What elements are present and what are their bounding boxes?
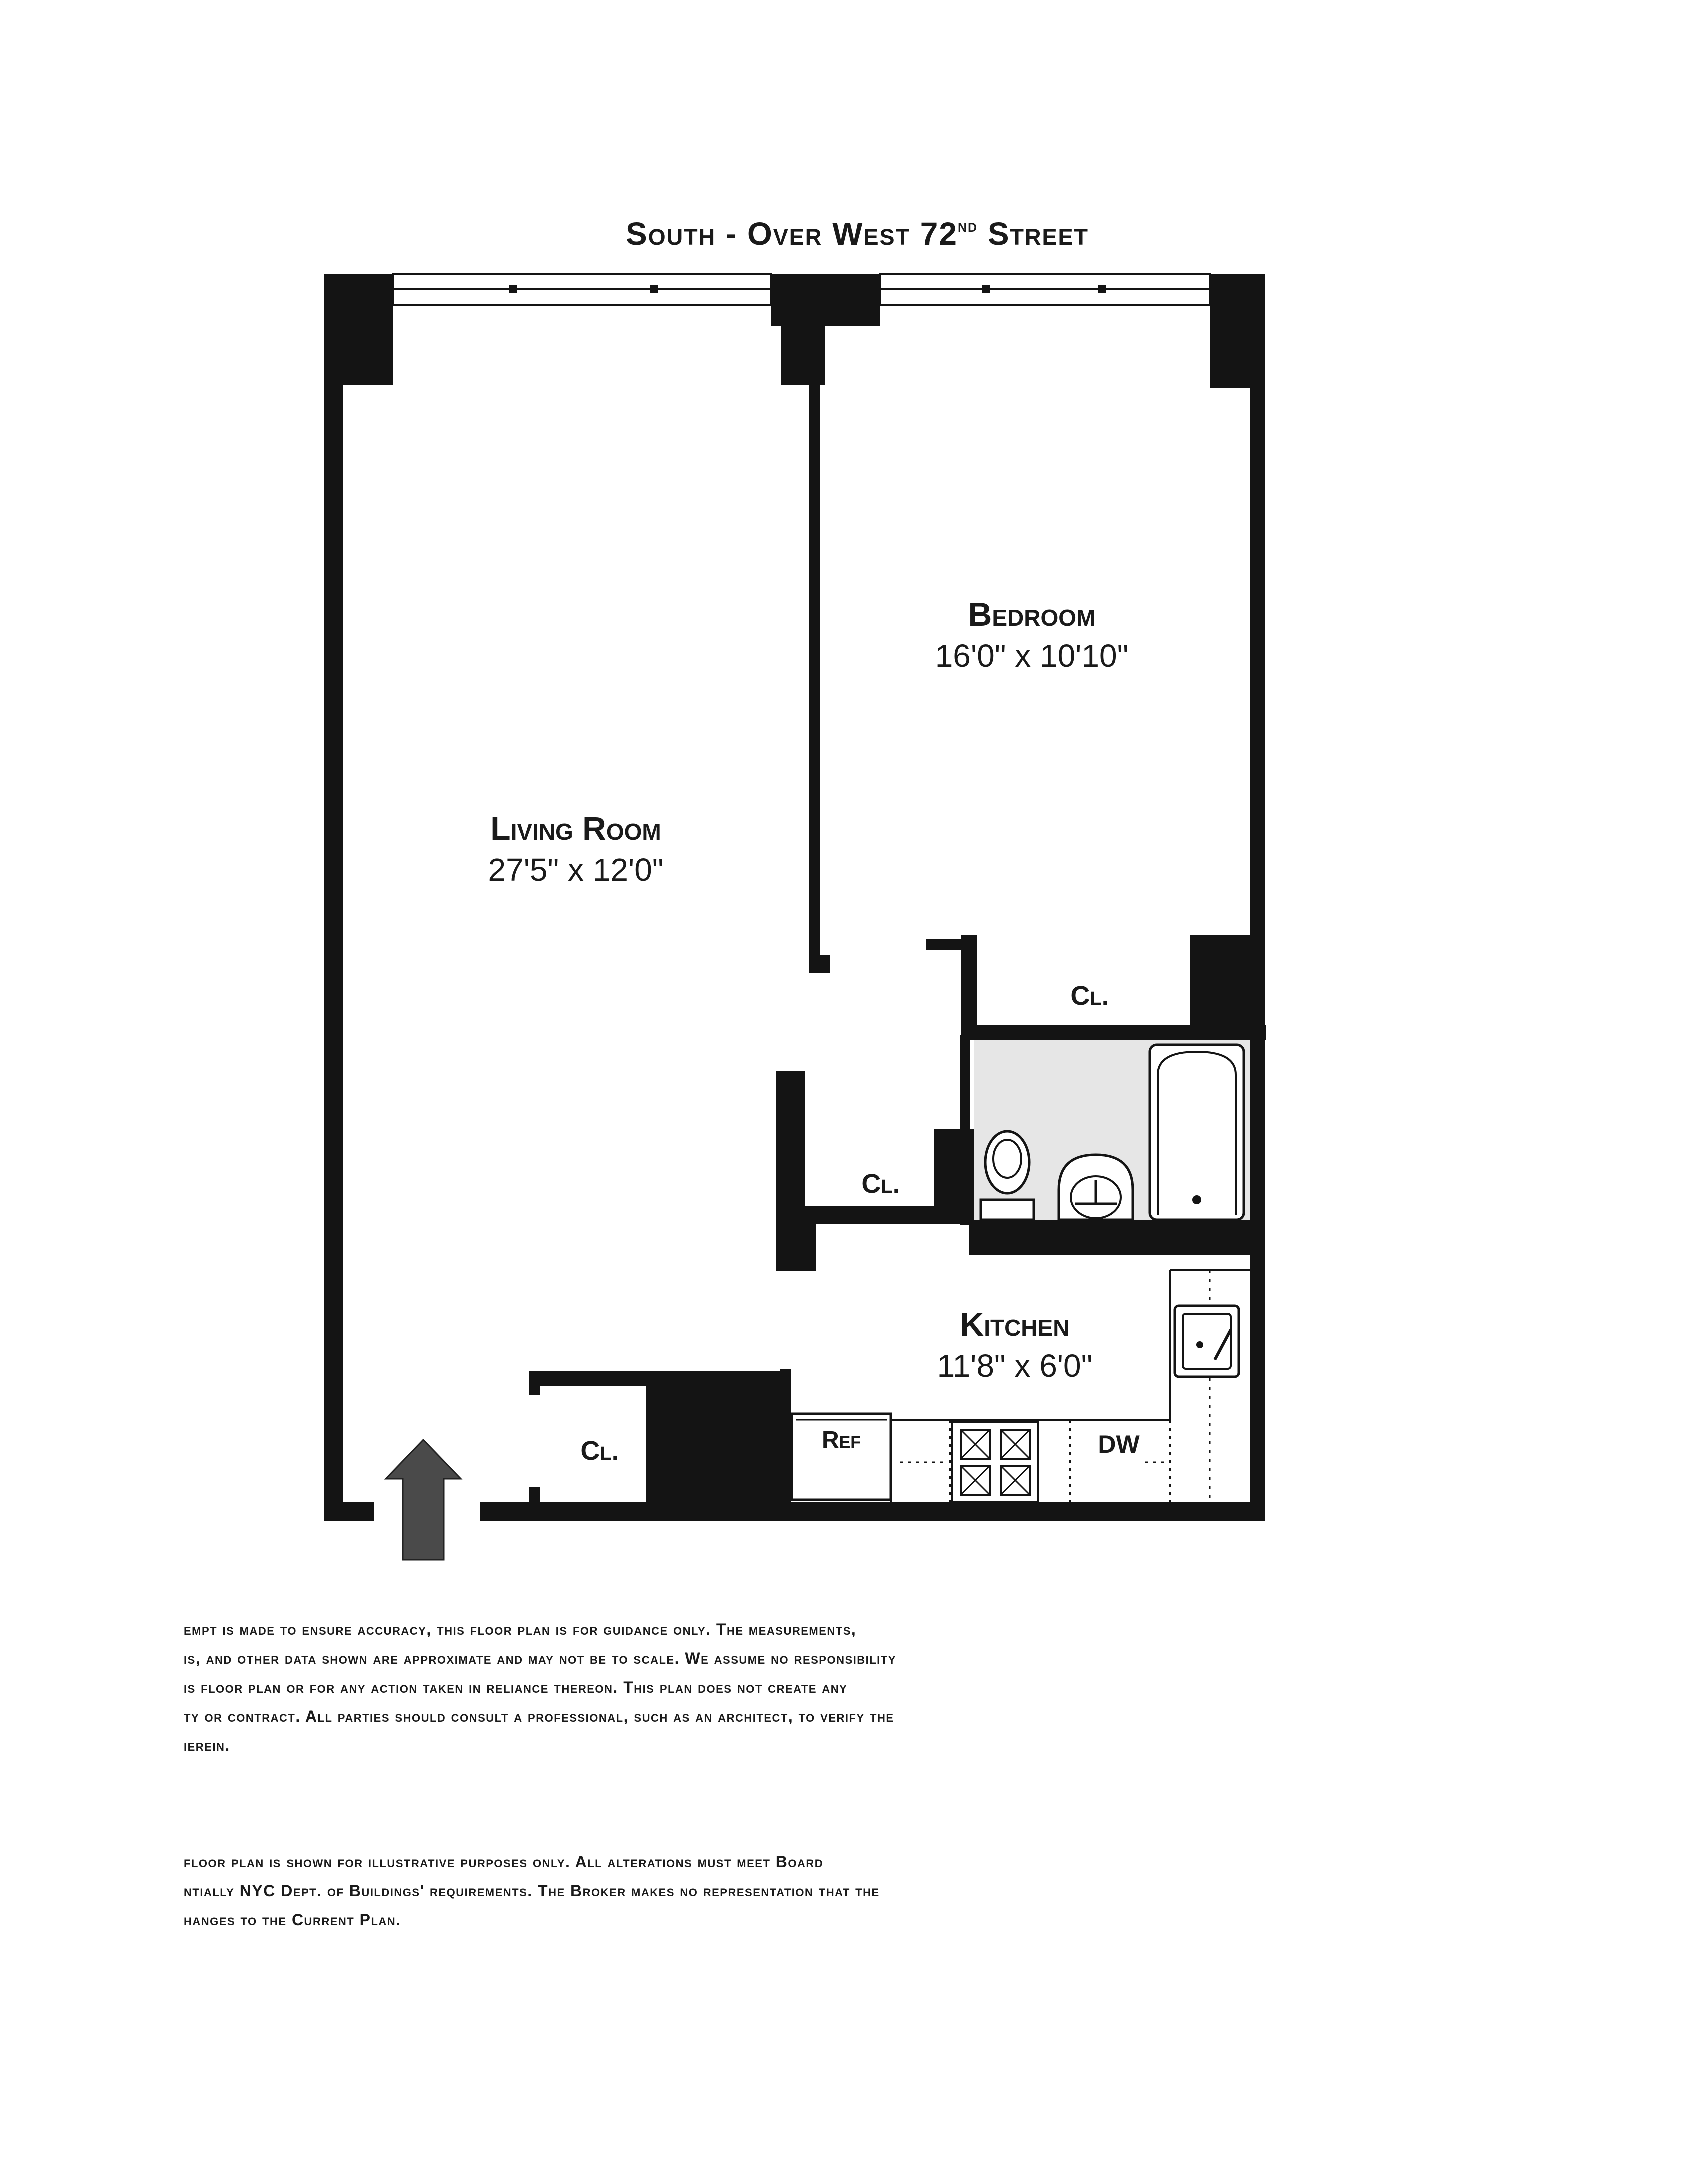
- disclaimer-line: ntially NYC Dept. of Buildings' requirements. The Broker makes no representation that the: [184, 1882, 880, 1900]
- living-room-label: Living Room: [490, 810, 662, 847]
- kitchen-sink-icon: [1175, 1306, 1239, 1377]
- bedroom-dimensions: 16'0" x 10'10": [935, 638, 1129, 674]
- bathtub: [1150, 1045, 1244, 1220]
- exterior-walls: [324, 274, 1265, 1521]
- disclaimer-line: is, and other data shown are approximate and may not be to scale. We assume no responsibility: [184, 1649, 896, 1667]
- orientation-label: South - Over West 72nd Street: [626, 215, 1090, 252]
- window-living-room: [393, 274, 771, 305]
- disclaimer-line: empt is made to ensure accuracy, this floor plan is for guidance only. The measurements,: [184, 1620, 857, 1638]
- disclaimer-line: hanges to the Current Plan.: [184, 1911, 402, 1929]
- disclaimer-line: floor plan is shown for illustrative purposes only. All alterations must meet Board: [184, 1853, 824, 1871]
- refrigerator-label: Ref: [822, 1427, 862, 1453]
- window-bedroom: [880, 274, 1210, 305]
- disclaimer-line: ty or contract. All parties should consult a professional, such as an architect, to verify the: [184, 1707, 894, 1725]
- entry-closet-label: Cl.: [580, 1436, 620, 1466]
- disclaimer-line: ierein.: [184, 1736, 230, 1754]
- entry-arrow-icon: [386, 1440, 461, 1560]
- disclaimer-line: is floor plan or for any action taken in reliance thereon. This plan does not create any: [184, 1678, 848, 1696]
- bedroom-closet-label: Cl.: [1070, 981, 1110, 1011]
- bathroom-sink-icon: [1059, 1155, 1133, 1220]
- kitchen-label: Kitchen: [960, 1306, 1070, 1343]
- toilet-icon: [981, 1131, 1034, 1220]
- stove-icon: [952, 1422, 1038, 1502]
- dishwasher-label: DW: [1098, 1430, 1140, 1458]
- hall-closet-label: Cl.: [862, 1169, 900, 1199]
- interior-walls: [529, 320, 1266, 1519]
- disclaimer-alterations: [184, 1847, 880, 1934]
- bathtub-drain-icon: [1192, 1195, 1202, 1204]
- living-room-dimensions: 27'5" x 12'0": [488, 852, 664, 888]
- disclaimer-accuracy: [184, 1615, 896, 1760]
- bedroom-label: Bedroom: [968, 596, 1096, 633]
- kitchen-dimensions: 11'8" x 6'0": [937, 1348, 1093, 1384]
